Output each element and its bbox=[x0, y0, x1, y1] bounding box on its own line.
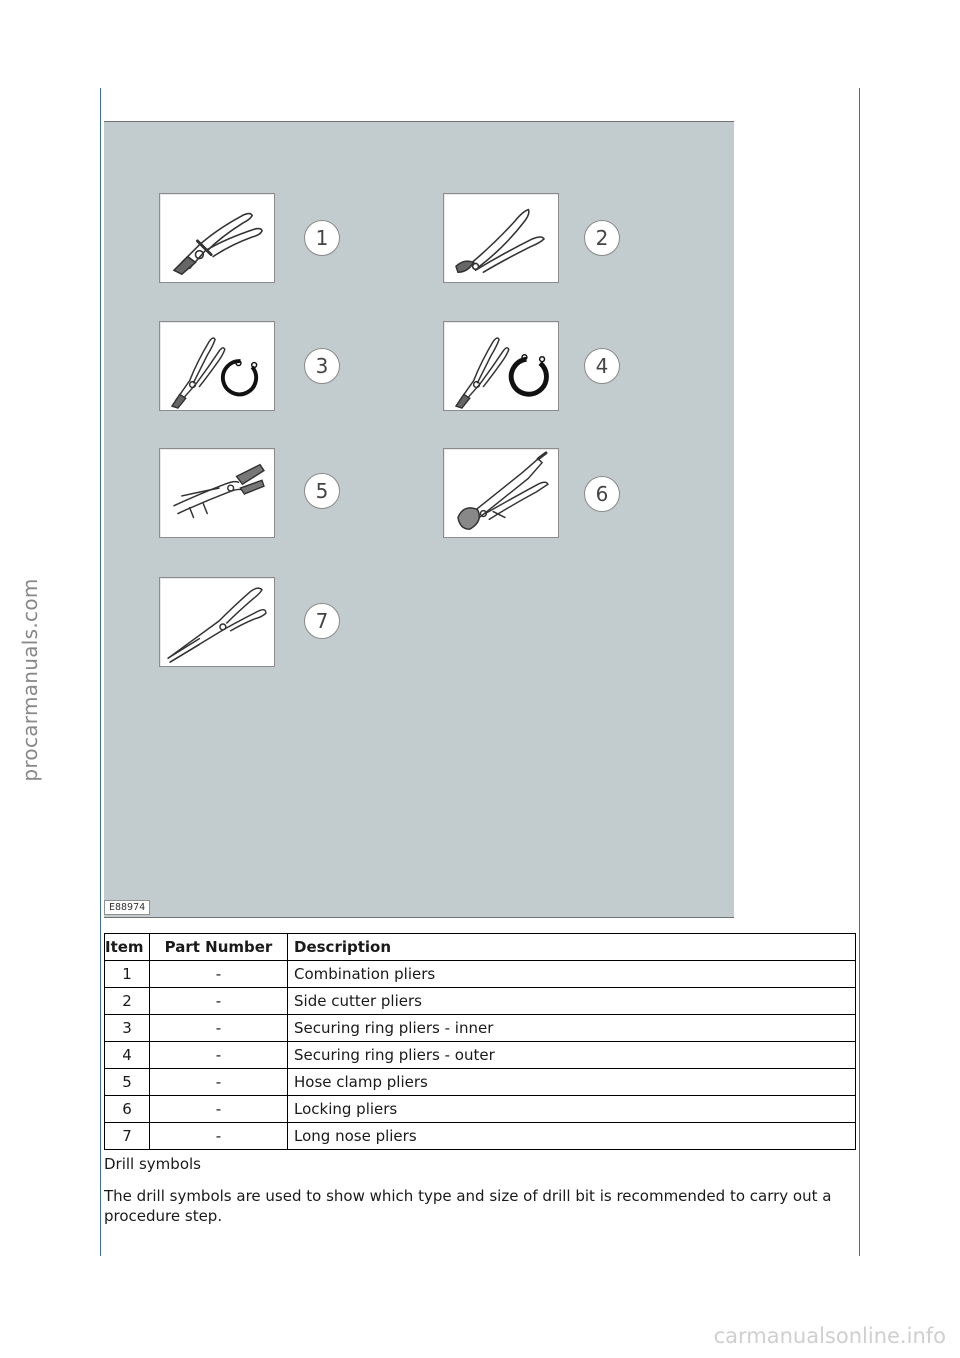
item-cell: 1 bbox=[105, 961, 150, 988]
left-margin-rule bbox=[100, 88, 101, 1256]
part-number-cell: - bbox=[150, 961, 288, 988]
item-cell: 5 bbox=[105, 1069, 150, 1096]
description-cell: Long nose pliers bbox=[288, 1123, 856, 1150]
part-number-cell: - bbox=[150, 1069, 288, 1096]
right-margin-rule bbox=[859, 88, 860, 1256]
table-row bbox=[105, 961, 856, 988]
part-number-cell: - bbox=[150, 1123, 288, 1150]
part-number-cell: - bbox=[150, 1015, 288, 1042]
parts-table bbox=[104, 933, 856, 1150]
callout-6: 6 bbox=[584, 476, 620, 512]
part-number-cell: - bbox=[150, 1096, 288, 1123]
table-row bbox=[105, 1015, 856, 1042]
item-cell: 6 bbox=[105, 1096, 150, 1123]
combination-pliers-icon bbox=[159, 193, 275, 283]
callout-2: 2 bbox=[584, 220, 620, 256]
item-cell: 7 bbox=[105, 1123, 150, 1150]
header-part-number: Part Number bbox=[150, 934, 288, 961]
table-row bbox=[105, 1096, 856, 1123]
item-cell: 3 bbox=[105, 1015, 150, 1042]
description-cell: Securing ring pliers - inner bbox=[288, 1015, 856, 1042]
table-row bbox=[105, 1069, 856, 1096]
bottom-watermark: carmanualsonline.info bbox=[713, 1324, 946, 1348]
description-cell: Combination pliers bbox=[288, 961, 856, 988]
long-nose-pliers-icon bbox=[159, 577, 275, 667]
header-description: Description bbox=[288, 934, 856, 961]
table-row bbox=[105, 1042, 856, 1069]
description-cell: Hose clamp pliers bbox=[288, 1069, 856, 1096]
callout-7: 7 bbox=[304, 603, 340, 639]
part-number-cell: - bbox=[150, 988, 288, 1015]
item-cell: 4 bbox=[105, 1042, 150, 1069]
description-cell: Securing ring pliers - outer bbox=[288, 1042, 856, 1069]
table-row bbox=[105, 1123, 856, 1150]
table-header-row bbox=[105, 934, 856, 961]
table-row bbox=[105, 988, 856, 1015]
description-cell: Locking pliers bbox=[288, 1096, 856, 1123]
header-item: Item bbox=[105, 934, 150, 961]
part-number-cell: - bbox=[150, 1042, 288, 1069]
side-watermark: procarmanuals.com bbox=[18, 578, 42, 782]
callout-4: 4 bbox=[584, 348, 620, 384]
callout-5: 5 bbox=[304, 473, 340, 509]
outer-ring-pliers-icon bbox=[443, 321, 559, 411]
hose-clamp-pliers-icon bbox=[159, 448, 275, 538]
callout-3: 3 bbox=[304, 348, 340, 384]
pliers-illustration bbox=[104, 121, 734, 918]
figure-id-label: E88974 bbox=[104, 900, 150, 915]
side-cutter-pliers-icon bbox=[443, 193, 559, 283]
item-cell: 2 bbox=[105, 988, 150, 1015]
body-paragraph: The drill symbols are used to show which type and size of drill bit is recommended to carry out a procedure step. bbox=[104, 1187, 832, 1225]
locking-pliers-icon bbox=[443, 448, 559, 538]
callout-1: 1 bbox=[304, 220, 340, 256]
section-heading: Drill symbols bbox=[104, 1155, 201, 1173]
inner-ring-pliers-icon bbox=[159, 321, 275, 411]
description-cell: Side cutter pliers bbox=[288, 988, 856, 1015]
